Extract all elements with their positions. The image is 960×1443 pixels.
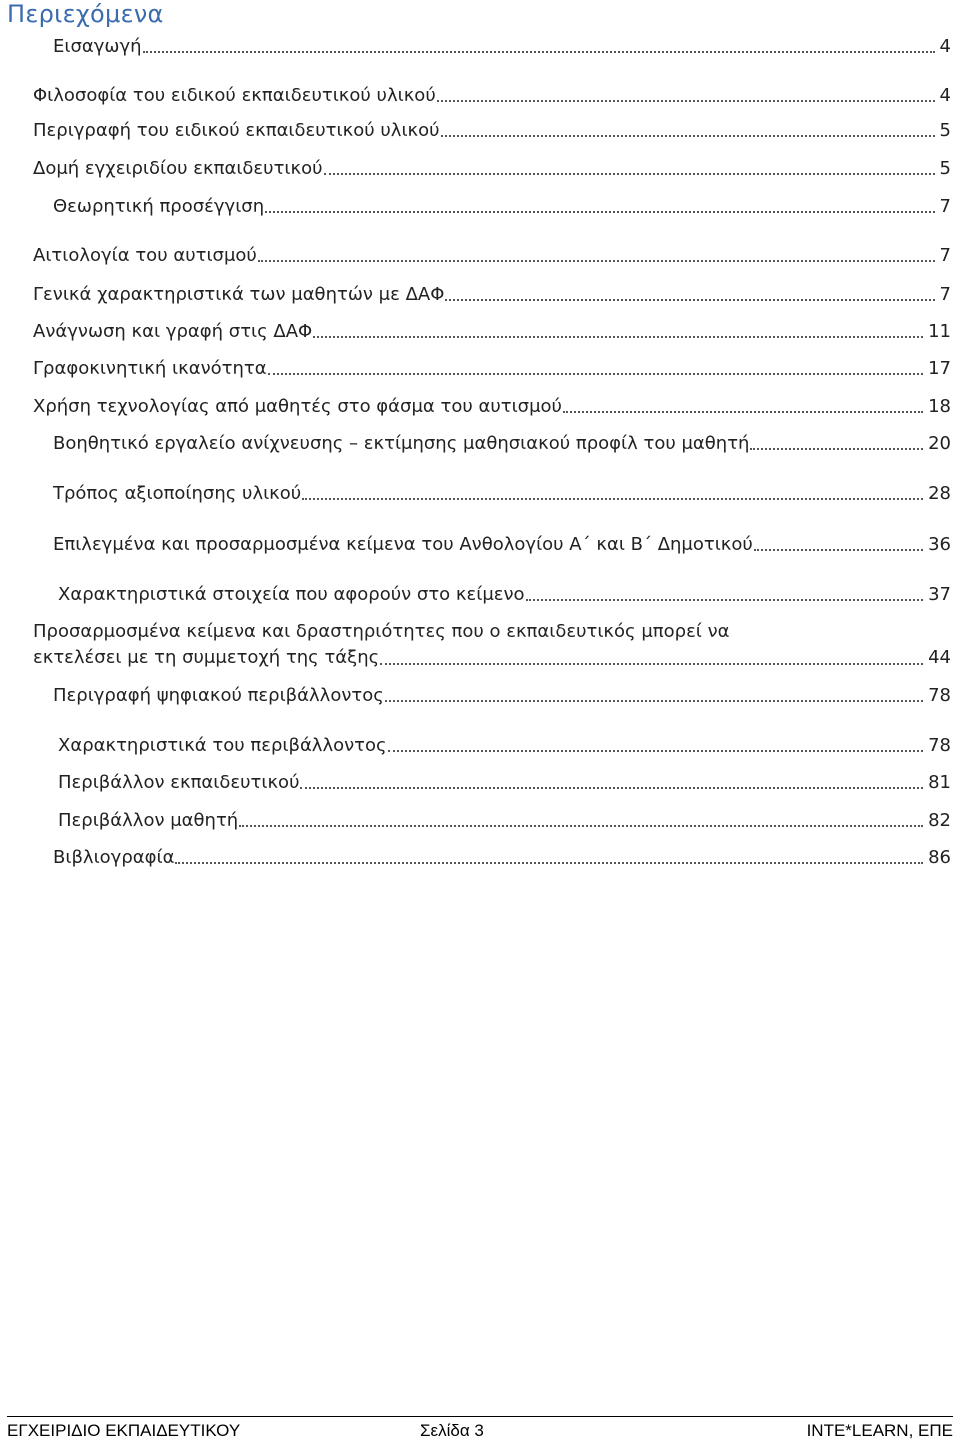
toc-entry-page: 86	[928, 847, 951, 868]
dot-leader	[265, 211, 934, 213]
toc-entry-label: Θεωρητική προσέγγιση	[53, 196, 265, 217]
toc-entry-label: Περιγραφή του ειδικού εκπαιδευτικού υλικού	[33, 120, 440, 141]
toc-entry-label: Περιγραφή ψηφιακού περιβάλλοντος	[53, 685, 384, 706]
dot-leader	[385, 700, 923, 702]
toc-entry-label: Χαρακτηριστικά του περιβάλλοντος	[58, 735, 387, 756]
dot-leader	[324, 173, 935, 175]
toc-entry-page: 37	[928, 584, 951, 605]
toc-entry-adapted-texts[interactable]	[33, 619, 951, 671]
toc-entry-label: Εισαγωγή	[53, 36, 142, 57]
toc-entry-page: 20	[928, 433, 951, 454]
dot-leader	[754, 549, 923, 551]
dot-leader	[302, 498, 923, 500]
toc-entry-text-features[interactable]	[58, 583, 951, 607]
toc-entry-page: 7	[939, 196, 951, 217]
toc-entry-page: 78	[928, 685, 951, 706]
dot-leader	[380, 663, 923, 665]
dot-leader	[268, 373, 923, 375]
toc-entry-environment-features[interactable]	[58, 734, 951, 758]
toc-entry-theory[interactable]	[53, 195, 951, 219]
toc-entry-label: Χαρακτηριστικά στοιχεία που αφορούν στο κείμενο	[58, 584, 525, 605]
toc-entry-philosophy[interactable]	[33, 84, 951, 108]
dot-leader	[175, 862, 923, 864]
toc-entry-label-line2: εκτελέσει με τη συμμετοχή της τάξης	[33, 647, 380, 668]
toc-entry-page: 81	[928, 772, 951, 793]
toc-entry-label: Δομή εγχειριδίου εκπαιδευτικού	[33, 158, 323, 179]
dot-leader	[441, 135, 935, 137]
toc-entry-page: 17	[928, 358, 951, 379]
dot-leader	[239, 825, 923, 827]
toc-entry-label: Επιλεγμένα και προσαρμοσμένα κείμενα του Ανθολογίου Α΄ και Β΄ Δημοτικού	[53, 534, 753, 555]
toc-entry-label: Αιτιολογία του αυτισμού	[33, 245, 257, 266]
toc-entry-page: 7	[939, 284, 951, 305]
toc-entry-label: Ανάγνωση και γραφή στις ΔΑΦ	[33, 321, 313, 342]
toc-entry-label: Γενικά χαρακτηριστικά των μαθητών με ΔΑΦ	[33, 284, 445, 305]
toc-entry-label: Βοηθητικό εργαλείο ανίχνευσης – εκτίμησης μαθησιακού προφίλ του μαθητή	[53, 433, 750, 454]
dot-leader	[563, 411, 923, 413]
toc-entry-usage[interactable]	[53, 482, 951, 506]
toc-entry-etiology[interactable]	[33, 244, 951, 268]
dot-leader	[437, 100, 935, 102]
toc-entry-anthology-texts[interactable]	[53, 533, 951, 557]
toc-entry-description[interactable]	[33, 119, 951, 143]
toc-entry-introduction[interactable]	[53, 35, 951, 59]
footer-document-title: ΕΓΧΕΙΡΙΔΙΟ ΕΚΠΑΙΔΕΥΤΙΚΟΥ	[7, 1421, 241, 1440]
toc-entry-student-environment[interactable]	[58, 809, 951, 833]
toc-entry-label: Περιβάλλον εκπαιδευτικού	[58, 772, 300, 793]
toc-entry-bibliography[interactable]	[53, 846, 951, 870]
toc-entry-page: 18	[928, 396, 951, 417]
toc-entry-reading-writing[interactable]	[33, 320, 951, 344]
toc-entry-page: 36	[928, 534, 951, 555]
dot-leader	[445, 299, 934, 301]
toc-entry-graphomotor[interactable]	[33, 357, 951, 381]
toc-entry-page: 11	[928, 321, 951, 342]
toc-entry-label: Τρόπος αξιοποίησης υλικού	[53, 483, 302, 504]
toc-entry-digital-environment[interactable]	[53, 684, 951, 708]
footer-divider	[7, 1416, 953, 1417]
toc-entry-label-line1: Προσαρμοσμένα κείμενα και δραστηριότητες που ο εκπαιδευτικός μπορεί να	[33, 621, 730, 642]
toc-entry-page: 82	[928, 810, 951, 831]
toc-entry-label: Χρήση τεχνολογίας από μαθητές στο φάσμα του αυτισμού	[33, 396, 562, 417]
dot-leader	[750, 448, 923, 450]
page-title: Περιεχόμενα	[7, 0, 164, 28]
toc-entry-assessment-tool[interactable]	[53, 432, 951, 456]
footer-publisher: INTE*LEARN, ΕΠΕ	[806, 1421, 953, 1440]
toc-entry-technology[interactable]	[33, 395, 951, 419]
toc-entry-page: 4	[939, 85, 951, 106]
toc-entry-page: 44	[928, 647, 951, 668]
footer-page-number: Σελίδα 3	[420, 1421, 484, 1440]
toc-entry-characteristics[interactable]	[33, 283, 951, 307]
toc-entry-page: 5	[939, 158, 951, 179]
toc-entry-page: 7	[939, 245, 951, 266]
toc-entry-label: Φιλοσοφία του ειδικού εκπαιδευτικού υλικού	[33, 85, 436, 106]
dot-leader	[526, 599, 924, 601]
toc-entry-page: 78	[928, 735, 951, 756]
toc-entry-structure[interactable]	[33, 157, 951, 181]
toc-entry-teacher-environment[interactable]	[58, 771, 951, 795]
dot-leader	[388, 750, 923, 752]
toc-entry-page: 5	[939, 120, 951, 141]
toc-entry-label: Περιβάλλον μαθητή	[58, 810, 239, 831]
dot-leader	[143, 51, 935, 53]
dot-leader	[300, 787, 923, 789]
toc-entry-label: Γραφοκινητική ικανότητα	[33, 358, 267, 379]
toc-entry-label: Βιβλιογραφία	[53, 847, 175, 868]
toc-entry-page: 28	[928, 483, 951, 504]
toc-entry-page: 4	[939, 36, 951, 57]
dot-leader	[258, 260, 935, 262]
dot-leader	[313, 336, 923, 338]
